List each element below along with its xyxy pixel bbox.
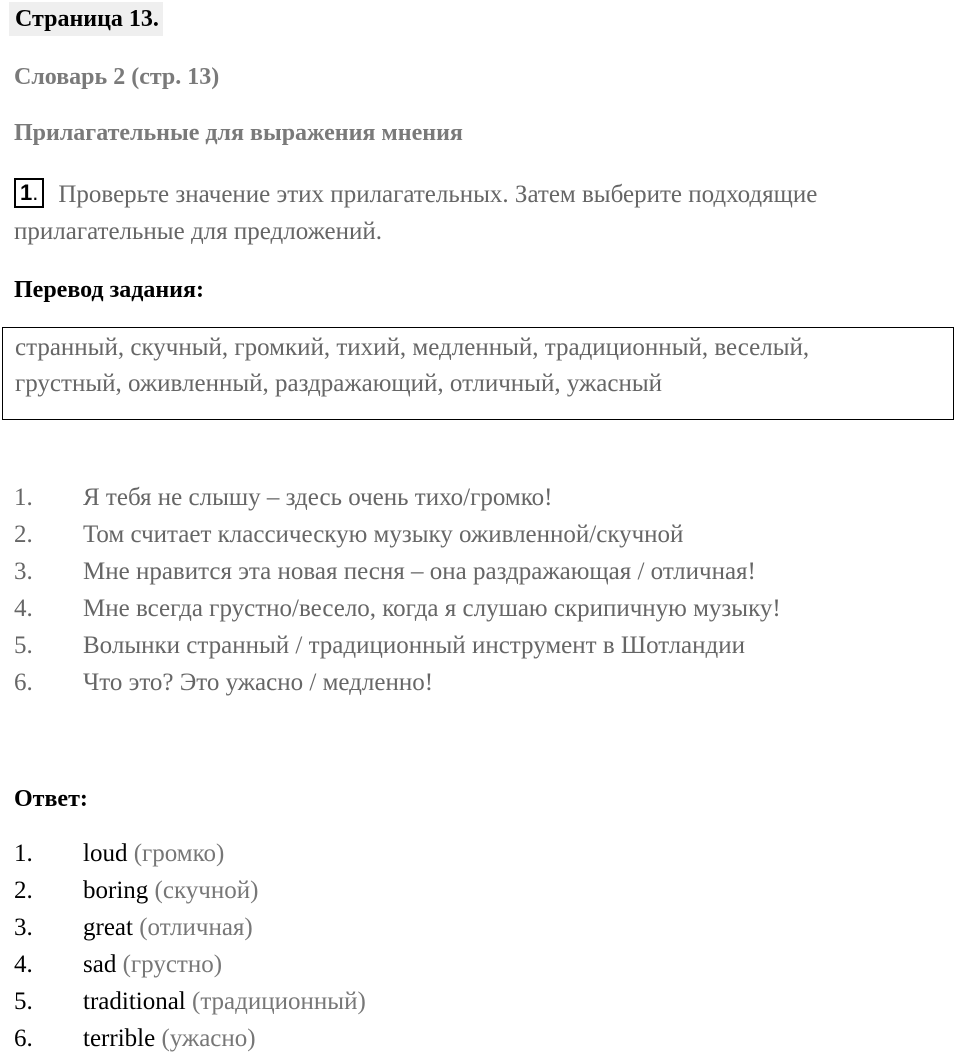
- answer-russian: (скучной): [154, 877, 259, 904]
- answer-number: 3.: [14, 914, 33, 941]
- sentence-number: 3.: [14, 558, 33, 585]
- answer-heading: Ответ:: [14, 786, 88, 812]
- answer-number: 2.: [14, 877, 33, 904]
- sentence-number: 5.: [14, 632, 33, 659]
- answer-russian: (традиционный): [192, 988, 366, 1015]
- answer-english: traditional: [83, 988, 186, 1015]
- sentence-text: Волынки странный / традиционный инструмент в Шотландии: [83, 632, 746, 659]
- word-box-line2: грустный, оживленный, раздражающий, отличный, ужасный: [15, 370, 663, 397]
- task-text-line2: прилагательные для предложений.: [14, 218, 383, 245]
- answer-number: 4.: [14, 951, 33, 978]
- sentence-text: Что это? Это ужасно / медленно!: [83, 669, 434, 696]
- sentence-text: Том считает классическую музыку оживленной/скучной: [83, 521, 684, 548]
- answer-number: 6.: [14, 1025, 33, 1052]
- answer-english: loud: [83, 840, 128, 867]
- answer-russian: (громко): [133, 840, 225, 867]
- answer-english: great: [83, 914, 133, 941]
- task-number-badge: [14, 178, 44, 208]
- section-heading: Прилагательные для выражения мнения: [14, 120, 463, 146]
- word-box: [2, 327, 954, 420]
- answer-english: boring: [83, 877, 149, 904]
- answer-english: sad: [83, 951, 117, 978]
- answer-number: 5.: [14, 988, 33, 1015]
- task-instruction: [14, 176, 944, 250]
- sentence-number: 4.: [14, 595, 33, 622]
- answer-number: 1.: [14, 840, 33, 867]
- sentence-number: 2.: [14, 521, 33, 548]
- task-number: 1: [20, 180, 33, 205]
- word-box-line1: странный, скучный, громкий, тихий, медленный, традиционный, веселый,: [15, 334, 810, 361]
- sentence-text: Мне всегда грустно/весело, когда я слушаю скрипичную музыку!: [83, 595, 781, 622]
- sentence-text: Я тебя не слышу – здесь очень тихо/громко!: [83, 484, 553, 511]
- task-text-line1: Проверьте значение этих прилагательных. Затем выберите подходящие: [58, 181, 818, 208]
- page-title: Страница 13.: [9, 2, 163, 36]
- translation-heading: Перевод задания:: [14, 277, 204, 303]
- sentence-number: 1.: [14, 484, 33, 511]
- answer-russian: (ужасно): [161, 1025, 256, 1052]
- sentence-text: Мне нравится эта новая песня – она раздражающая / отличная!: [83, 558, 756, 585]
- answer-english: terrible: [83, 1025, 156, 1052]
- vocab-heading: Словарь 2 (стр. 13): [14, 64, 220, 90]
- answer-russian: (отличная): [139, 914, 253, 941]
- answer-russian: (грустно): [122, 951, 223, 978]
- task-number-suffix: .: [32, 180, 39, 205]
- sentence-number: 6.: [14, 669, 33, 696]
